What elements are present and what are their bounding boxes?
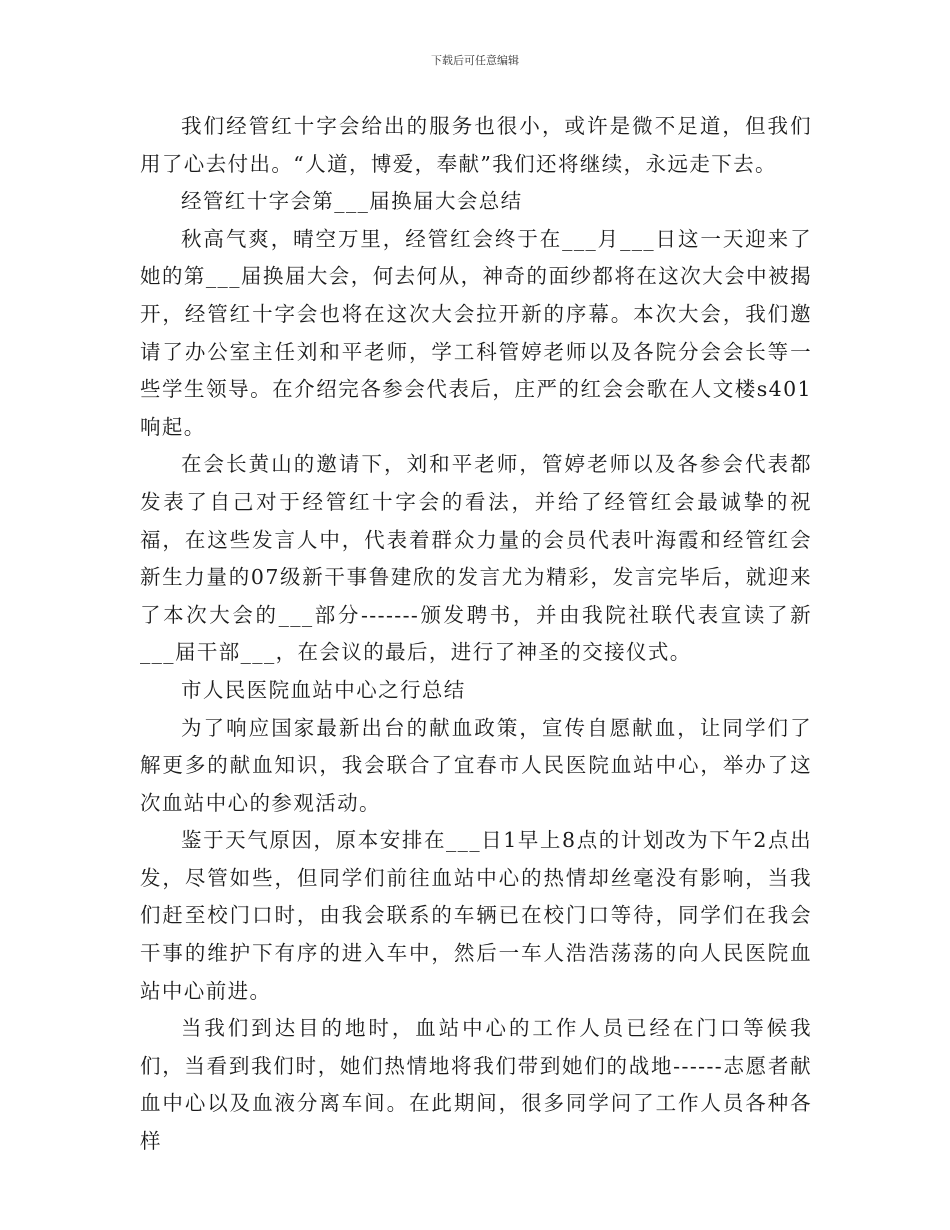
document-body <box>140 108 812 1161</box>
paragraph-blood-station-arrival: 当我们到达目的地时，血站中心的工作人员已经在门口等候我们，当看到我们时，她们热情地将我们带到她们的战地------志愿者献血中心以及血液分离车间。在此期间，很多同学问了工作人员各种各样 <box>140 1016 812 1154</box>
paragraph-red-cross-service: 我们经管红十字会给出的服务也很小，或许是微不足道，但我们用了心去付出。“人道，博爱，奉献”我们还将继续，永远走下去。 <box>140 114 812 176</box>
section-heading-election-summary: 经管红十字会第___届换届大会总结 <box>181 189 523 214</box>
paragraph-election-speeches: 在会长黄山的邀请下，刘和平老师，管婷老师以及各参会代表都发表了自己对于经管红十字会的看法，并给了经管红会最诚挚的祝福，在这些发言人中，代表着群众力量的会员代表叶海霞和经管红会新生力量的07级新干事鲁建欣的发言尤为精彩，发言完毕后，就迎来了本次大会的___部分-------颁发聘书，并由我院社联代表宣读了新___届干部___，在会议的最后，进行了神圣的交接仪式。 <box>140 452 812 665</box>
page-header: 下载后可任意编辑 <box>431 54 519 67</box>
paragraph-blood-station-departure: 鉴于天气原因，原本安排在___日1早上8点的计划改为下午2点出发，尽管如些，但同学们前往血站中心的热情却丝毫没有影响，当我们赶至校门口时，由我会联系的车辆已在校门口等待，同学们在我会干事的维护下有序的进入车中，然后一车人浩浩荡荡的向人民医院血站中心前进。 <box>140 828 812 1003</box>
paragraph-blood-station-purpose: 为了响应国家最新出台的献血政策，宣传自愿献血，让同学们了解更多的献血知识，我会联合了宜春市人民医院血站中心，举办了这次血站中心的参观活动。 <box>140 715 812 815</box>
paragraph-election-opening: 秋高气爽，晴空万里，经管红会终于在___月___日这一天迎来了她的第___届换届大会，何去何从，神奇的面纱都将在这次大会中被揭开，经管红十字会也将在这次大会拉开新的序幕。本次大会，我们邀请了办公室主任刘和平老师，学工科管婷老师以及各院分会会长等一些学生领导。在介绍完各参会代表后，庄严的红会会歌在人文楼s401响起。 <box>140 226 812 439</box>
section-heading-blood-station: 市人民医院血站中心之行总结 <box>181 677 466 702</box>
